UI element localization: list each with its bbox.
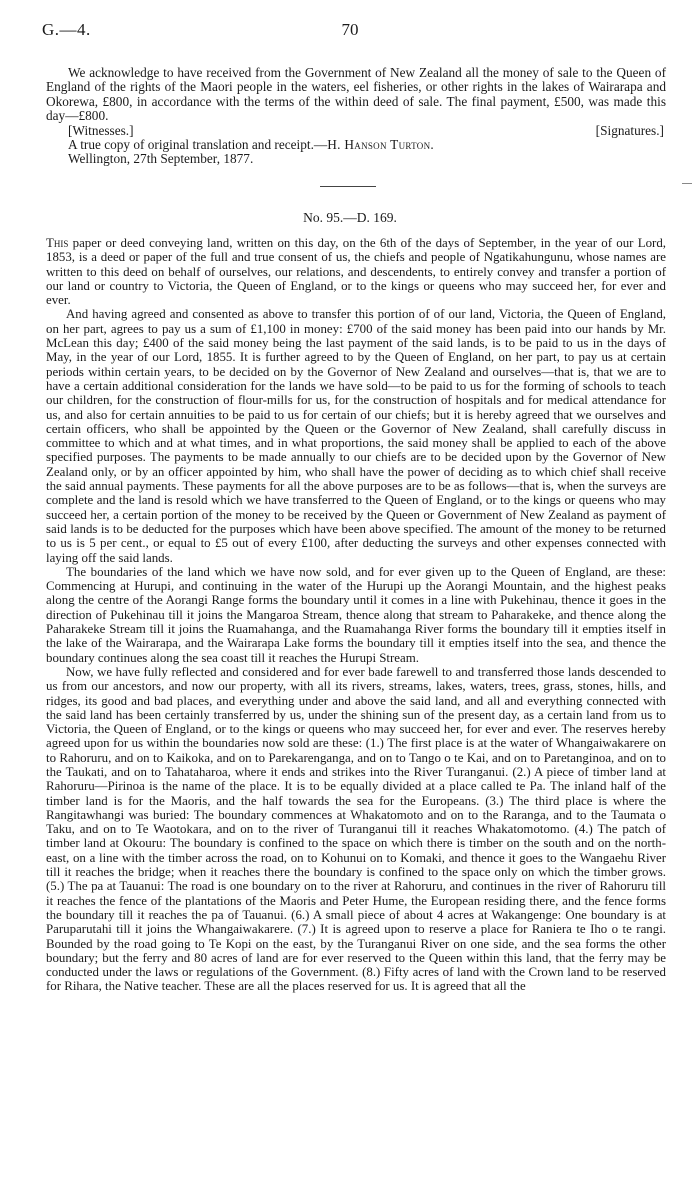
witness-signature-line (46, 124, 666, 138)
deed-body (46, 236, 666, 994)
page-number: 70 (341, 20, 359, 39)
acknowledgement-text: We acknowledge to have received from the Government of New Zealand all the money of sale to the Queen of England of the rights of the Maori people in the waters, eel fisheries, or other rights in the lakes of Wairarapa and Okorewa, £800, in accordance with the terms of the within deed of sale. The final payment, £500, was made this day—£800. (46, 65, 666, 124)
deed-title: No. 95.—D. 169. (303, 210, 397, 225)
page-header (0, 20, 700, 44)
paragraph-1-text: paper or deed conveying land, written on this day, on the 6th of the days of September, in the year of our Lord, 1853, is a deed or paper of the full and true consent of us, the chiefs and people of Ngatikahungunu, whose names are written to this deed on behalf of ourselves, our relations, and descendents, to entirely convey and transfer a portion of our land or country to Victoria, the Queen of England, or to the kings or queens who may succeed her, for ever and ever. (46, 236, 666, 308)
translator-name: H. Hanson Turton. (327, 137, 435, 153)
true-copy-line (46, 138, 666, 152)
deed-paragraph-3: The boundaries of the land which we have now sold, and for ever given up to the Queen of England, are these: Commencing at Hurupi, and continuing in the water of the Hurupi up the Aorangi Mountain, and the highest peaks along the centre of the Aorangi Range forms the boundary until it comes in a line with Pukehinau, thence it goes in the direction of Pukehinau till it joins the Mangaroa Stream, thence along that stream to Paharakeke, and thence along the Paharakeke Stream till it joins the Ruamahanga, and the Ruamahanga River forms the boundary till it empties itself in the lake of the Wairarapa, and the Wairarapa Lake forms the boundary till it empties itself into the sea, and thence the boundary continues along the sea coast till it reaches the Hurupi Stream. (46, 564, 666, 665)
true-copy-text: A true copy of original translation and receipt.— (68, 137, 328, 153)
signatures-label: [Signatures.] (595, 122, 664, 138)
opening-word: This (46, 236, 69, 250)
acknowledgement-section (46, 66, 666, 167)
document-reference: G.—4. (42, 20, 91, 39)
deed-paragraph-2: And having agreed and consented as above to transfer this portion of of our land, Victoria, the Queen of England, on her part, agrees to pay us a sum of £1,100 in money: £700 of the said money has been paid into our hands by Mr. McLean this day; £400 of the said money being the last payment of the said lands, is to be paid to us in the days of May, in the year of our Lord, 1855. It is further agreed to by the Queen of England, on her part, to pay us at certain periods within certain years, to be decided on by the Governor of New Zealand and ourselves—that is, that we are to have a certain additional consideration for the lands we have sold—to be paid to us for the forming of schools to teach our children, for the construction of flour-mills for us, for the construction of hospitals and for medical attendance for us, and also for certain annuities to be paid to us for certain of our chiefs; but it is hereby agreed that we ourselves and certain officers, who shall be appointed by the Queen or the Governor of New Zealand, shall carefully discuss in committee to which and at what times, and in what proportions, the said money shall be applied to each of the above specified purposes. The payments to be made annually to our chiefs are to be decided upon by the Governor of New Zealand only, or by an officer appointed by him, who shall have the power of deciding as to which chief shall receive the said annual payments. These payments for all the above purposes are to be as follows—that is, when the surveys are complete and the land is resold which we have transferred to the Queen of England, or to the kings or queens who may succeed her, a certain portion of the money to be received by the Queen or Government of New Zealand as payment of said lands is to be deducted for the purposes which have been above specified. The amount of the money to be returned to us is 5 per cent., or equal to £5 out of every £100, after deducting the surveys and other expenses connected with laying off the said lands. (46, 307, 666, 565)
deed-paragraph-4: Now, we have fully reflected and considered and for ever bade farewell to and transferred those lands descended to us from our ancestors, and now our property, with all its rivers, streams, lakes, waters, trees, grass, stones, hills, and ridges, its good and bad places, and everything under and above the said land, and all and everything connected with the said land has been certainly transferred by us, under the shining sun of the present day, as a certain land from us to Victoria, the Queen of England, or to the kings or queens who may succeed her, for ever and ever. The reserves hereby agreed upon for us within the boundaries now sold are these: (1.) The first place is at the water of Whangaiwakarere on to Rahoruru, and on to Kaikoka, and on to Parekarenganga, and on to Tango o te Kai, and on to Paretanginoa, and on to the Taukati, and on to Tahataharoa, where it ends and strikes into the River Turanganui. (2.) A piece of timber land at Rahoruru—Pirinoa is the name of the place. It is to be equally divided at a place called te Pa. The inland half of the timber land is for the Maoris, and the half towards the sea for the Europeans. (3.) The third place is where the Rangitawhangi was buried: The boundary commences at Whakatomoto and on to the Raranga, and to the Taumata o Taku, and on to Te Waotokara, and on to the river of Turanganui till it reaches Whakatomotomo. (4.) The patch of timber land at Okouru: The boundary is confined to the space on which there is timber on the south and on the north-east, on a line with the timber across the road, on to Kohunui on to Komaki, and thence it goes to the Wangaehu River till it reaches the bridge; when it reaches there the boundary is confined to the space only on which the timber grows. (5.) The pa at Tauanui: The road is one boundary on to the river at Rahoruru, and continues in the river of Rahoruru till it reaches the fence of the plantations of the Maoris and Peter Hume, the European residing there, and the fence forms the boundary till it reaches the pa of Tauanui. (6.) A small piece of about 4 acres at Wakangenge: One boundary is at Paruparutahi till it joins the Whangaiwakarere. (7.) It is agreed upon to reserve a place for Raniera te Iho o te rangi. Bounded by the road going to Te Kopi on the east, by the Turanganui River on one side, and the sea forms the other boundary; but the ferry and 80 acres of land are for ever reserved to the Queen within this land, that the ferry may be conducted under the laws or regulations of the Government. (8.) Fifty acres of land with the Crown land to be reserved for Rihara, the Native teacher. These are all the places reserved for us. It is agreed that all the (46, 664, 666, 994)
margin-mark (682, 183, 692, 184)
deed-paragraph-1 (46, 236, 666, 307)
place-date: Wellington, 27th September, 1877. (68, 151, 254, 167)
section-divider (320, 186, 376, 187)
witnesses-label: [Witnesses.] (68, 122, 134, 138)
